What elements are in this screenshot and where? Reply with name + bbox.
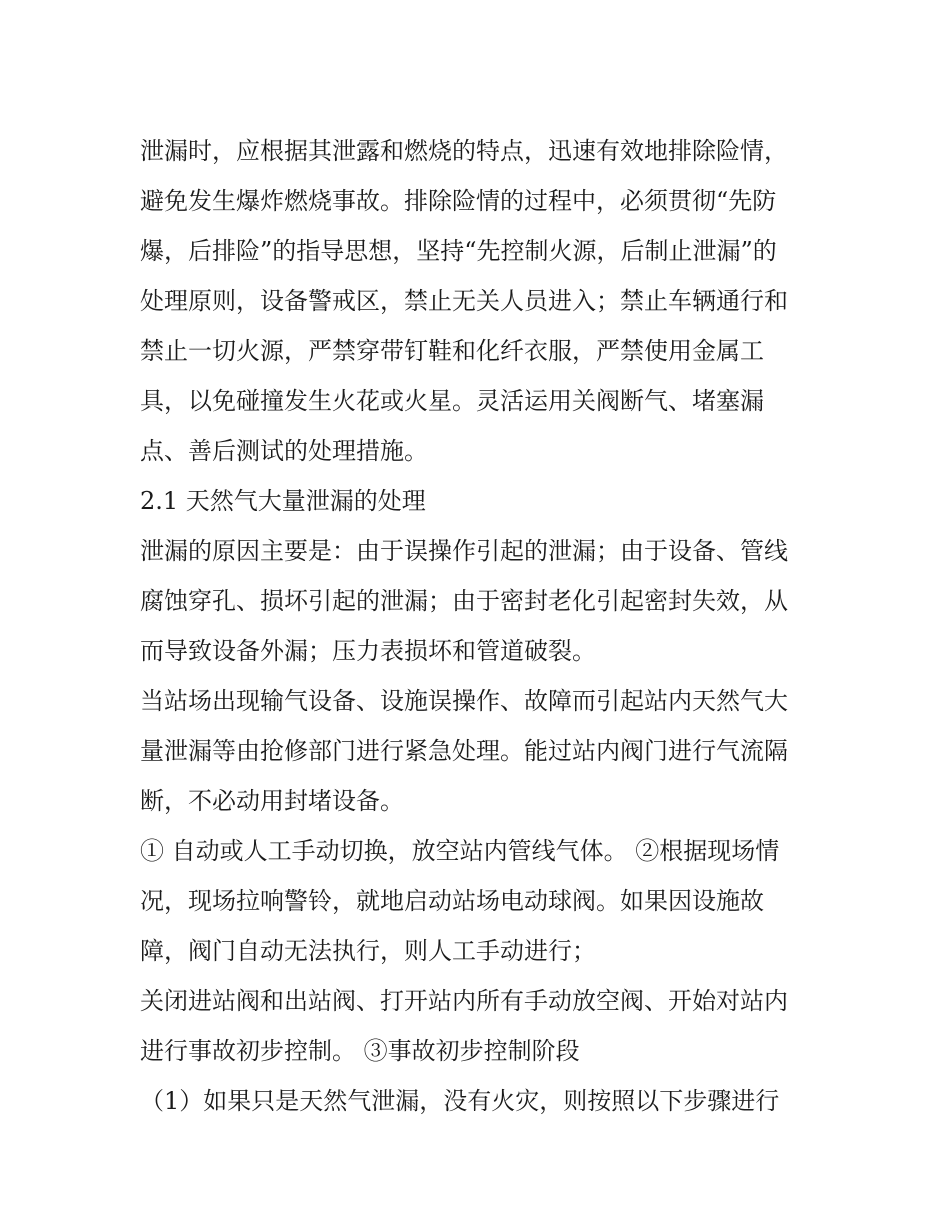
paragraph-line: 泄漏时，应根据其泄露和燃烧的特点，迅速有效地排除险情， xyxy=(140,137,788,165)
paragraph-line: （1）如果只是天然气泄漏，没有火灾，则按照以下步骤进行 xyxy=(140,1087,780,1115)
paragraph-line: 避免发生爆炸燃烧事故。排除险情的过程中，必须贯彻“先防 xyxy=(140,187,777,215)
paragraph-line: 进行事故初步控制。 ③事故初步控制阶段 xyxy=(140,1037,580,1065)
paragraph-line: 具，以免碰撞发生火花或火星。灵活运用关阀断气、堵塞漏 xyxy=(140,387,764,415)
paragraph-line: 处理原则，设备警戒区，禁止无关人员进入；禁止车辆通行和 xyxy=(140,287,788,315)
section-heading: 2.1 天然气大量泄漏的处理 xyxy=(140,487,426,515)
paragraph-line: 禁止一切火源，严禁穿带钉鞋和化纤衣服，严禁使用金属工 xyxy=(140,337,764,365)
paragraph-line: 腐蚀穿孔、损坏引起的泄漏；由于密封老化引起密封失效，从 xyxy=(140,587,788,615)
document-body xyxy=(140,126,830,1126)
paragraph-line: 断，不必动用封堵设备。 xyxy=(140,787,404,815)
paragraph-line: 障，阀门自动无法执行，则人工手动进行； xyxy=(140,937,596,965)
paragraph-line: ① 自动或人工手动切换，放空站内管线气体。 ②根据现场情 xyxy=(140,837,780,865)
paragraph-line: 而导致设备外漏；压力表损坏和管道破裂。 xyxy=(140,637,596,665)
paragraph-line: 况，现场拉响警铃，就地启动站场电动球阀。如果因设施故 xyxy=(140,887,764,915)
paragraph-line: 量泄漏等由抢修部门进行紧急处理。能过站内阀门进行气流隔 xyxy=(140,737,788,765)
paragraph-line: 爆，后排险”的指导思想，坚持“先控制火源，后制止泄漏”的 xyxy=(140,237,777,265)
paragraph-line: 泄漏的原因主要是：由于误操作引起的泄漏；由于设备、管线 xyxy=(140,537,788,565)
paragraph-line: 点、善后测试的处理措施。 xyxy=(140,437,428,465)
paragraph-line: 当站场出现输气设备、设施误操作、故障而引起站内天然气大 xyxy=(140,687,788,715)
paragraph-line: 关闭进站阀和出站阀、打开站内所有手动放空阀、开始对站内 xyxy=(140,987,788,1015)
